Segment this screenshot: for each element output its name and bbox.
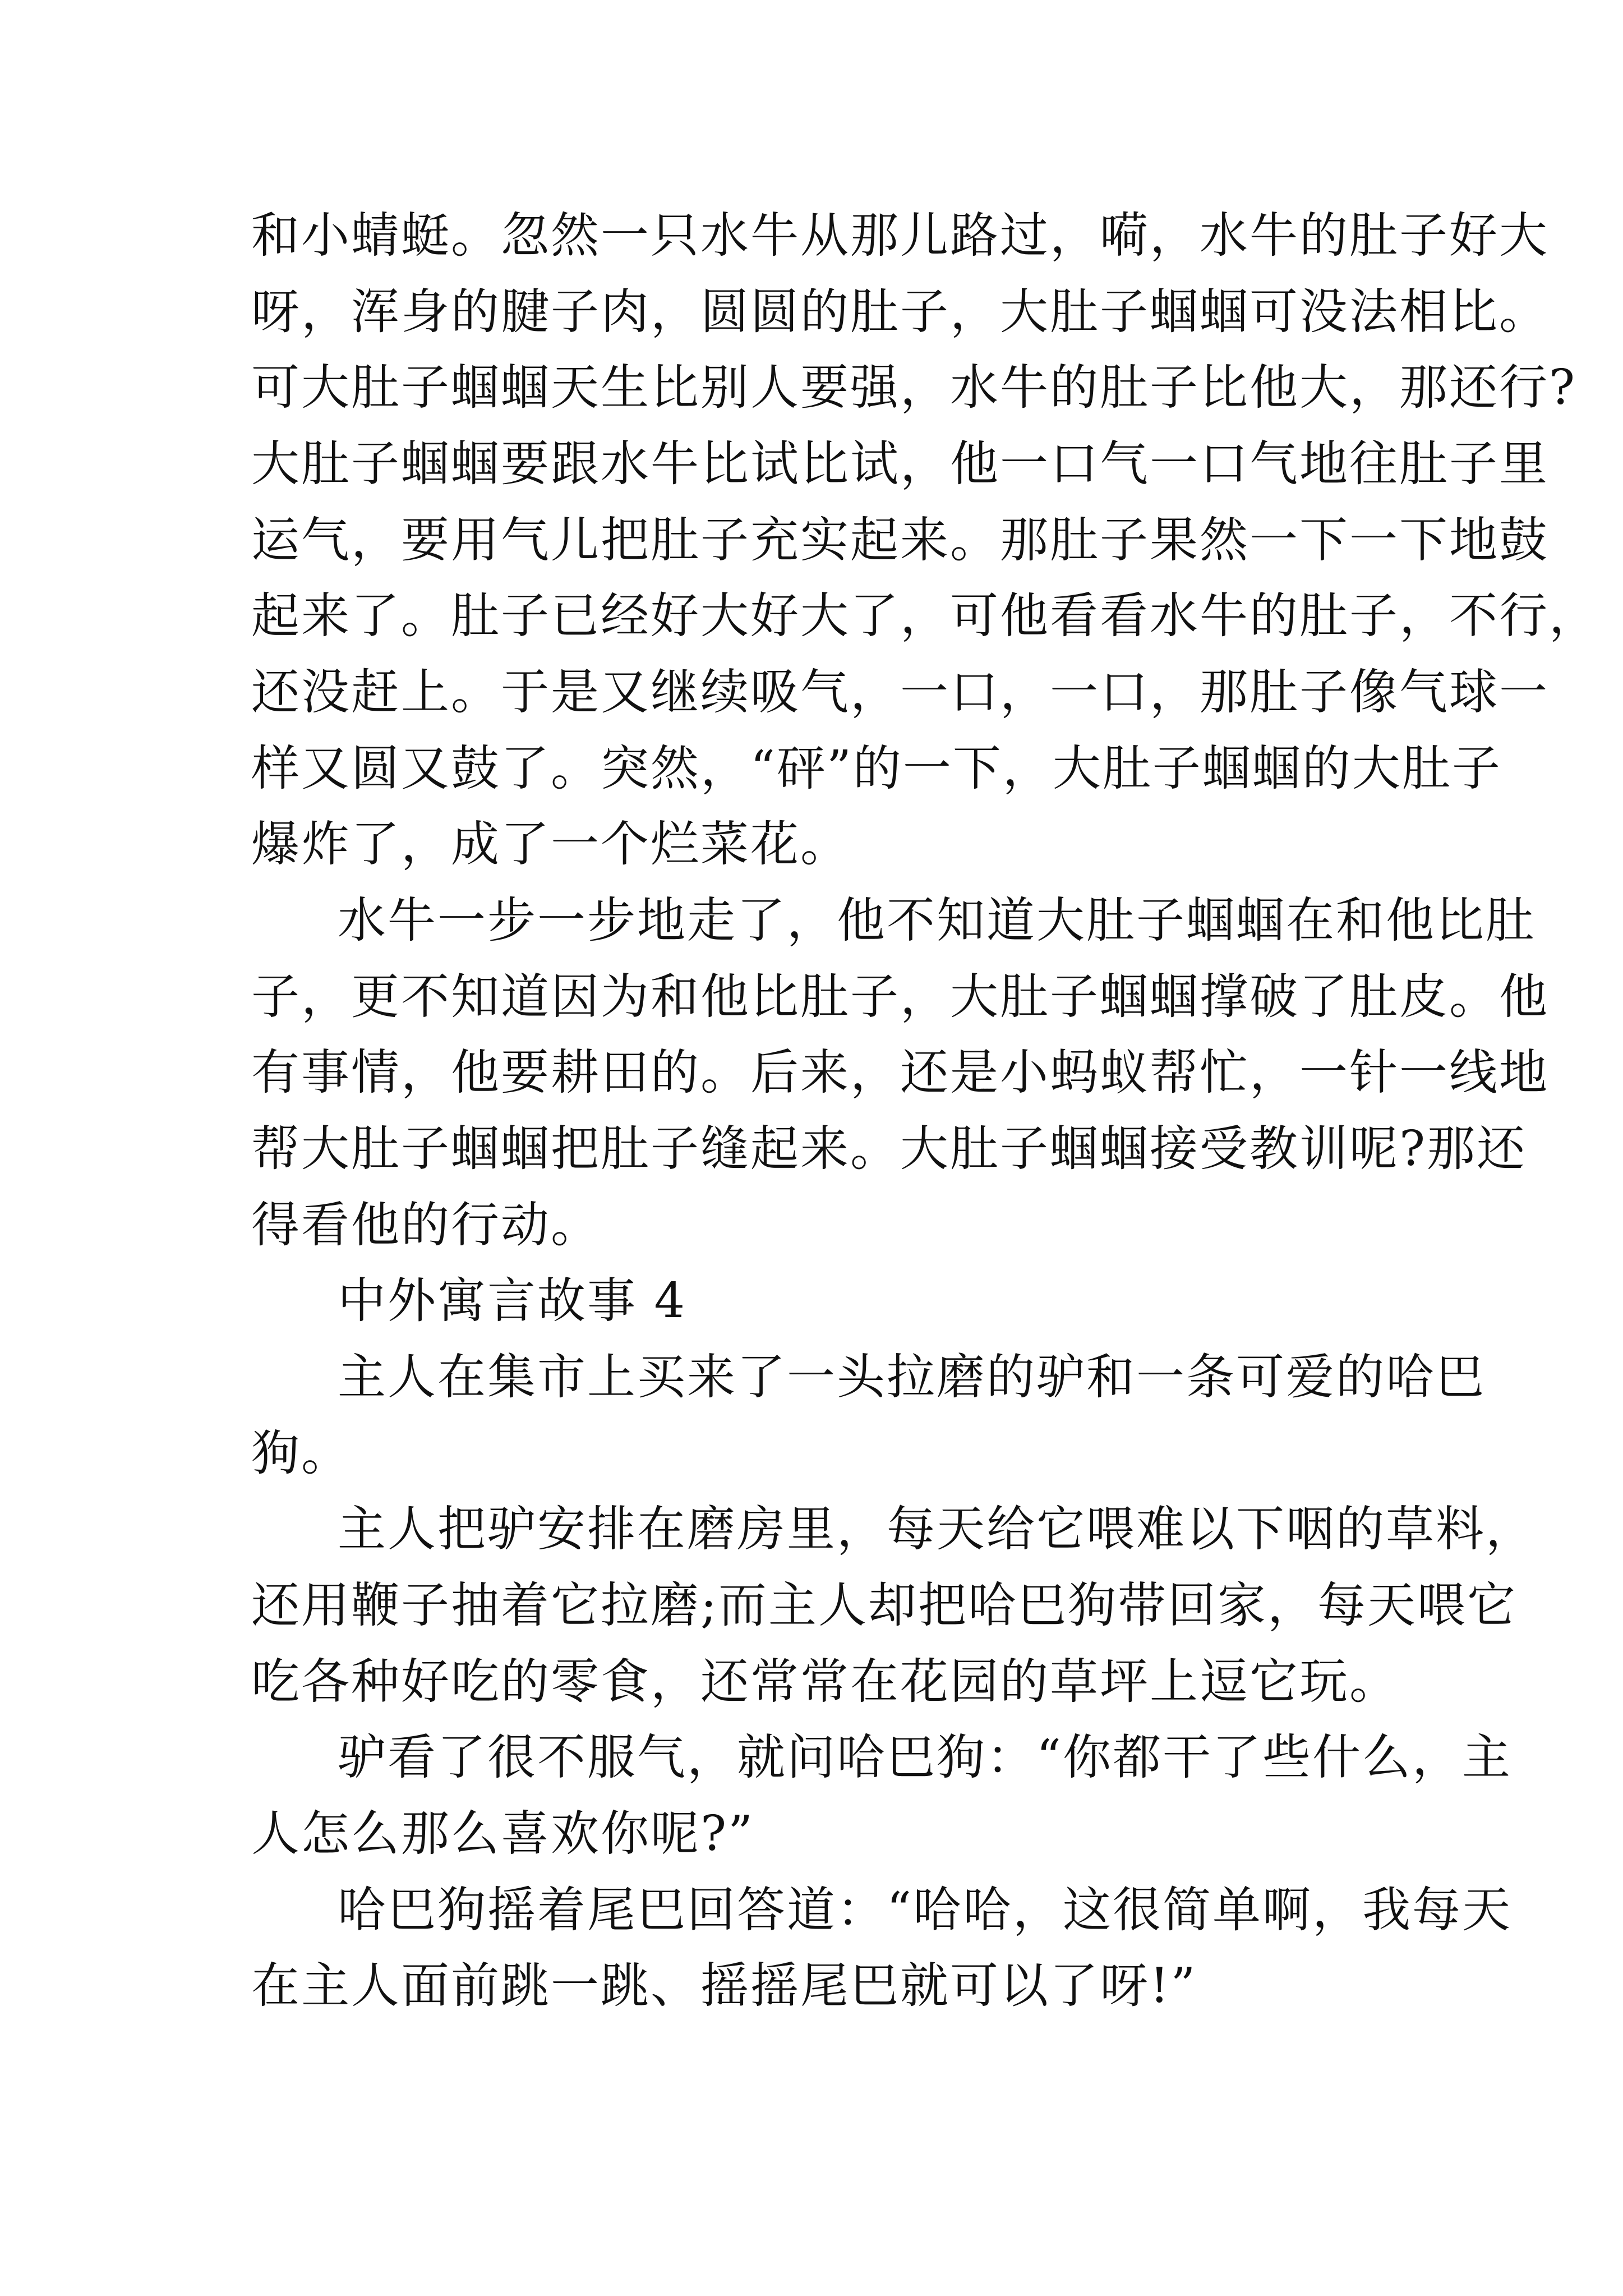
text-line: 主人在集市上买来了一头拉磨的驴和一条可爱的哈巴 bbox=[338, 1349, 1486, 1405]
text-line: 起来了。肚子已经好大好大了，可他看看水牛的肚子，不行， bbox=[251, 588, 1599, 644]
text-line: 哈巴狗摇着尾巴回答道：“哈哈，这很简单啊，我每天 bbox=[338, 1882, 1512, 1938]
text-line: 还用鞭子抽着它拉磨;而主人却把哈巴狗带回家，每天喂它 bbox=[251, 1577, 1517, 1634]
text-line: 主人把驴安排在磨房里，每天给它喂难以下咽的草料， bbox=[338, 1501, 1536, 1557]
text-line: 还没赶上。于是又继续吸气，一口，一口，那肚子像气球一 bbox=[251, 664, 1549, 720]
text-line: 驴看了很不服气，就问哈巴狗：“你都干了些什么，主 bbox=[338, 1729, 1512, 1786]
text-line: 得看他的行动。 bbox=[251, 1197, 601, 1253]
text-line: 水牛一步一步地走了，他不知道大肚子蝈蝈在和他比肚 bbox=[338, 892, 1536, 949]
text-line: 呀，浑身的腱子肉，圆圆的肚子，大肚子蝈蝈可没法相比。 bbox=[251, 284, 1549, 340]
text-line: 狗。 bbox=[251, 1425, 351, 1481]
text-line: 样又圆又鼓了。突然，“砰”的一下，大肚子蝈蝈的大肚子 bbox=[251, 740, 1502, 797]
text-line: 大肚子蝈蝈要跟水牛比试比试，他一口气一口气地往肚子里 bbox=[251, 436, 1549, 492]
section-heading: 中外寓言故事 4 bbox=[338, 1273, 687, 1329]
text-line: 帮大肚子蝈蝈把肚子缝起来。大肚子蝈蝈接受教训呢?那还 bbox=[251, 1121, 1527, 1177]
text-line: 爆炸了，成了一个烂菜花。 bbox=[251, 816, 850, 872]
text-line: 吃各种好吃的零食，还常常在花园的草坪上逗它玩。 bbox=[251, 1654, 1399, 1710]
text-line: 可大肚子蝈蝈天生比别人要强，水牛的肚子比他大，那还行? bbox=[251, 360, 1577, 416]
text-line: 人怎么那么喜欢你呢?” bbox=[251, 1806, 755, 1862]
text-line: 子，更不知道因为和他比肚子，大肚子蝈蝈撑破了肚皮。他 bbox=[251, 969, 1549, 1025]
text-line: 在主人面前跳一跳、摇摇尾巴就可以了呀!” bbox=[251, 1958, 1197, 2014]
text-line: 有事情，他要耕田的。后来，还是小蚂蚁帮忙，一针一线地 bbox=[251, 1045, 1549, 1101]
text-line: 和小蜻蜓。忽然一只水牛从那儿路过，嗬，水牛的肚子好大 bbox=[251, 208, 1549, 264]
text-line: 运气，要用气儿把肚子充实起来。那肚子果然一下一下地鼓 bbox=[251, 512, 1549, 568]
